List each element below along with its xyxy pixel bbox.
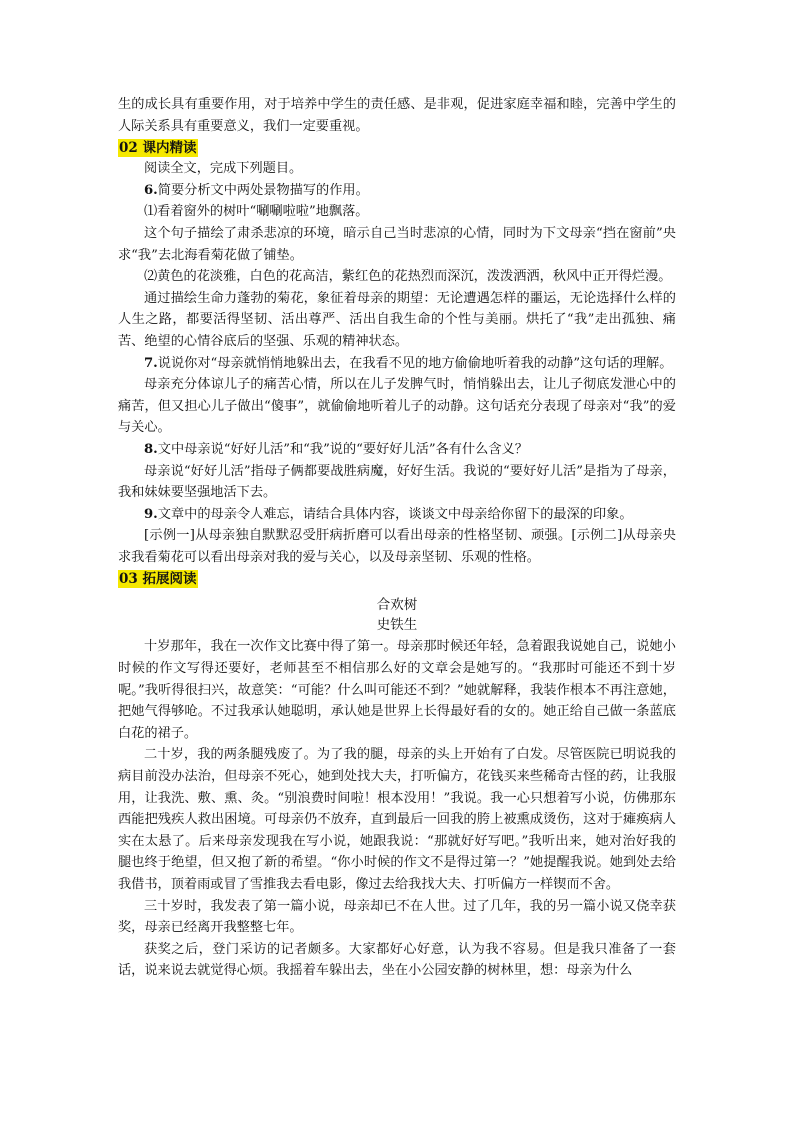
question-9 — [118, 504, 676, 526]
question-text: 文中母亲说“好好儿活”和“我”说的“要好好儿活”各有什么含义？ — [157, 441, 528, 457]
question-6-sub-2: ⑵黄色的花淡雅，白色的花高洁，紫红色的花热烈而深沉，泼泼洒洒，秋风中正开得烂漫。 — [144, 269, 672, 285]
question-text: 简要分析文中两处景物描写的作用。 — [157, 182, 369, 198]
answer-6-2: 通过描绘生命力蓬勃的菊花，象征着母亲的期望：无论遭遇怎样的噩运，无论选择什么样的人生之路，都要活得坚韧、活出尊严、活出自我生命的个性与美丽。烘托了“我”走出孤独、痛苦、绝望的心情谷底后的坚强、乐观的精神状态。 — [118, 290, 676, 349]
answer-6-1: 这个句子描绘了肃杀悲凉的环境，暗示自己当时悲凉的心情，同时为下文母亲“挡在窗前”央求“我”去北海看菊花做了铺垫。 — [118, 225, 676, 263]
question-6 — [118, 180, 676, 202]
answer-7: 母亲充分体谅儿子的痛苦心情，所以在儿子发脾气时，悄悄躲出去，让儿子彻底发泄心中的痛苦，但又担心儿子做出“傻事”，就偷偷地听着儿子的动静。这句话充分表现了母亲对“我”的爱与关心。 — [118, 377, 676, 436]
question-number: 9. — [144, 506, 158, 522]
article-paragraph: 十岁那年，我在一次作文比赛中得了第一。母亲那时候还年轻，急着跟我说她自己，说她小时候的作文写得还要好，老师甚至不相信那么好的文章会是她写的。“我那时可能还不到十岁呢。”我听得很扫兴，故意笑：“可能？什么叫可能还不到？”她就解释，我装作根本不再注意她，把她气得够呛。不过我承认她聪明，承认她是世界上长得最好看的女的。她正给自己做一条蓝底白花的裙子。 — [118, 639, 676, 741]
question-7 — [118, 353, 676, 375]
article-paragraph: 三十岁时，我发表了第一篇小说，母亲却已不在人世。过了几年，我的另一篇小说又侥幸获奖，母亲已经离开我整整七年。 — [118, 898, 676, 936]
article-paragraph: 获奖之后，登门采访的记者颇多。大家都好心好意，认为我不容易。但是我只准备了一套话，说来说去就觉得心烦。我摇着车躲出去，坐在小公园安静的树林里，想：母亲为什么 — [118, 941, 676, 979]
question-number: 6. — [144, 182, 158, 198]
document-page — [118, 94, 676, 982]
section-heading-in-class-reading: 02 课内精读 — [119, 140, 197, 157]
answer-8: 母亲说“好好儿活”指母子俩都要战胜病魔，好好生活。我说的“要好好儿活”是指为了母亲，我和妹妹要坚强地活下去。 — [118, 463, 676, 501]
question-6-sub-1: ⑴看着窗外的树叶“唰唰啦啦”地飘落。 — [144, 204, 369, 220]
question-number: 7. — [144, 355, 158, 371]
article-paragraph: 二十岁，我的两条腿残废了。为了我的腿，母亲的头上开始有了白发。尽管医院已明说我的病目前没办法治，但母亲不死心，她到处找大夫，打听偏方，花钱买来些稀奇古怪的药，让我服用，让我洗、敷、熏、灸。“别浪费时间啦！根本没用！”我说。我一心只想着写小说，仿佛那东西能把残疾人救出困境。可母亲仍不放弃，直到最后一回我的胯上被熏成烫伤，这对于瘫痪病人实在太悬了。后来母亲发现我在写小说，她跟我说：“那就好好写吧。”我听出来，她对治好我的腿也终于绝望，但又抱了新的希望。“你小时候的作文不是得过第一？”她提醒我说。她到处去给我借书，顶着雨或冒了雪推我去看电影，像过去给我找大夫、打听偏方一样锲而不舍。 — [118, 747, 676, 892]
question-text: 文章中的母亲令人难忘，请结合具体内容，谈谈文中母亲给你留下的最深的印象。 — [157, 506, 633, 522]
question-8 — [118, 439, 676, 461]
article-title: 合欢树 — [376, 597, 418, 614]
instruction-text: 阅读全文，完成下列题目。 — [144, 161, 303, 177]
intro-paragraph: 生的成长具有重要作用，对于培养中学生的责任感、是非观，促进家庭幸福和睦，完善中学生的人际关系具有重要意义，我们一定要重视。 — [118, 97, 676, 134]
question-text: 说说你对“母亲就悄悄地躲出去，在我看不见的地方偷偷地听着我的动静”这句话的理解。 — [157, 355, 673, 371]
answer-9: [示例一]从母亲独自默默忍受肝病折磨可以看出母亲的性格坚韧、顽强。[示例二]从母亲央求我看菊花可以看出母亲对我的爱与关心，以及母亲坚韧、乐观的性格。 — [118, 528, 676, 565]
article-author: 史铁生 — [376, 617, 418, 634]
section-heading-extended-reading: 03 拓展阅读 — [119, 571, 197, 588]
question-number: 8. — [144, 441, 158, 457]
